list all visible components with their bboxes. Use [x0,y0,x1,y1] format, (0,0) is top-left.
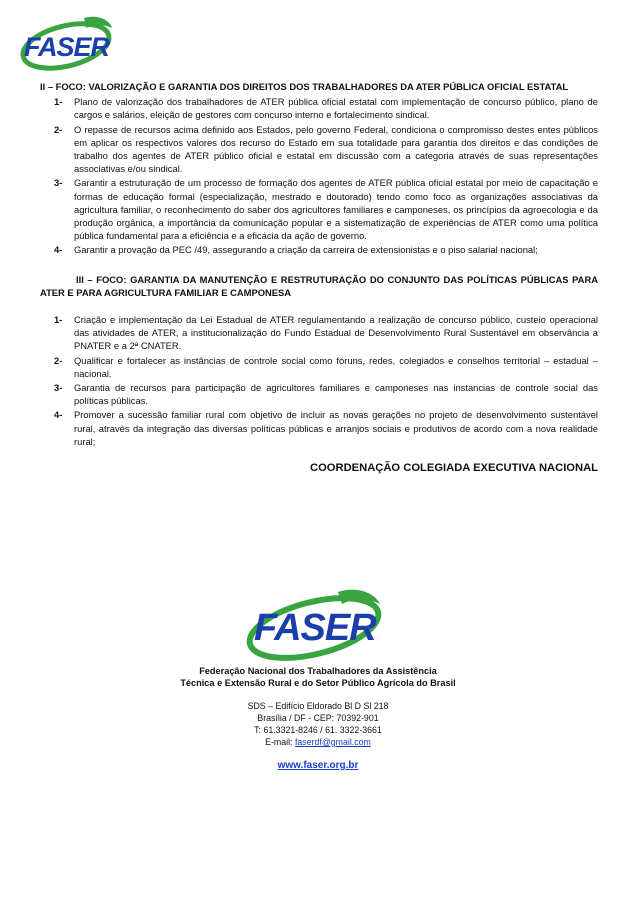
item-number: 4- [54,244,63,256]
list-item [40,243,598,256]
item-number: 1- [54,96,63,108]
item-text: O repasse de recursos acima definido aos Estados, pelo governo Federal, condiciona o compromisso destes entes públicos em aplicar os respectivos valores dos recurso do Estado em sua totalidade para garantia dos direitos e das condições de trabalho dos agentes de ATER público oficial e estatal em discussão com a categoria através de suas representações associativas e/ou sindical. [74,123,598,175]
email-link[interactable]: faserdf@gmail.com [294,736,371,747]
section-2-title: II – FOCO: VALORIZAÇÃO E GARANTIA DOS DIREITOS DOS TRABALHADORES DA ATER PÚBLICA OFICIAL ESTATAL [40,81,569,92]
item-text: Promover a sucessão familiar rural com objetivo de incluir as novas gerações no projeto de desenvolvimento sustentável rural, através da integração das diversas políticas públicas e arranjos sociais e produtivos de acordo com a nova realidade rural; [74,409,598,447]
email-row [140,736,496,748]
item-number: 2- [54,123,63,135]
item-text: Qualificar e fortalecer as instâncias de controle social como fóruns, redes, colegiados e conselhos territorial – estadual – nacional. [74,354,598,379]
item-text: Criação e implementação da Lei Estadual de ATER regulamentando a realização de concurso público, custeio operacional das atividades de ATER, a institucionalização do Fundo Estadual de Desenvolvimento Rural Sustentável em observância a PNATER e a 2ª CNATER. [74,314,598,352]
logo-text: FASER [254,607,376,649]
item-number: 4- [54,409,63,421]
item-text: Garantia de recursos para participação de agricultores familiares e camponeses nas instancias de controle social das políticas públicas. [74,382,598,407]
section-3-list [40,313,598,448]
item-text: Plano de valorização dos trabalhadores de ATER pública oficial estatal com implementação de concurso público, plano de cargos e salários, eleição de gestores com concurso interno e fortalecimento sindical. [74,96,598,121]
list-item [40,95,598,121]
footer [140,665,496,772]
website-link[interactable]: www.faser.org.br [277,759,359,771]
logo-text: FASER [24,32,110,62]
phone: T: 61.3321-8246 / 61. 3322-3661 [254,724,382,735]
list-item [40,123,598,176]
list-item [40,354,598,380]
item-number: 3- [54,177,63,189]
item-text: Garantir a estruturação de um processo de formação dos agentes de ATER pública oficial estatal por meio de capacitação e formas de educação formal (especialização, mestrado e doutorado) tendo como foco as organizações associativas da agricultura familiar, o reconhecimento do saber dos agricultores familiares e camponeses, os princípios da agroecologia e da produção orgânica, a importância da comunicação popular e a sistematização de experiências de ATER como uma política pública fundamental para a eficiência e a eficácia da ação de governo. [74,177,598,242]
email-label: E-mail: [265,736,295,747]
item-number: 1- [54,314,63,326]
faser-logo [14,12,114,74]
faser-logo-footer [238,584,388,664]
list-item [40,381,598,407]
signature-line: COORDENAÇÃO COLEGIADA EXECUTIVA NACIONAL [310,462,598,475]
item-text: Garantir a provação da PEC /49, assegurando a criação da carreira de extensionistas e o piso salarial nacional; [74,244,538,256]
address-line1: SDS – Edifício Eldorado Bl D Sl 218 [247,700,389,711]
org-name-line1: Federação Nacional dos Trabalhadores da Assistência [199,666,437,676]
list-item [40,408,598,448]
address-line2: Brasília / DF - CEP: 70392-901 [257,712,379,723]
item-number: 3- [54,382,63,394]
section-3-title-text: III – FOCO: GARANTIA DA MANUTENÇÃO E RESTRUTURAÇÃO DO CONJUNTO DAS POLÍTICAS PÚBLICAS PARA ATER E PARA AGRICULTURA FAMILIAR E CAMPONESA [40,273,598,298]
list-item [40,176,598,242]
address-block [140,700,496,748]
section-2-list [40,95,598,256]
list-item [40,313,598,353]
document-body [40,80,598,475]
org-name-line2: Técnica e Extensão Rural e do Setor Público Agrícola do Brasil [180,678,456,689]
item-number: 2- [54,354,63,366]
section-3-title [40,273,598,299]
